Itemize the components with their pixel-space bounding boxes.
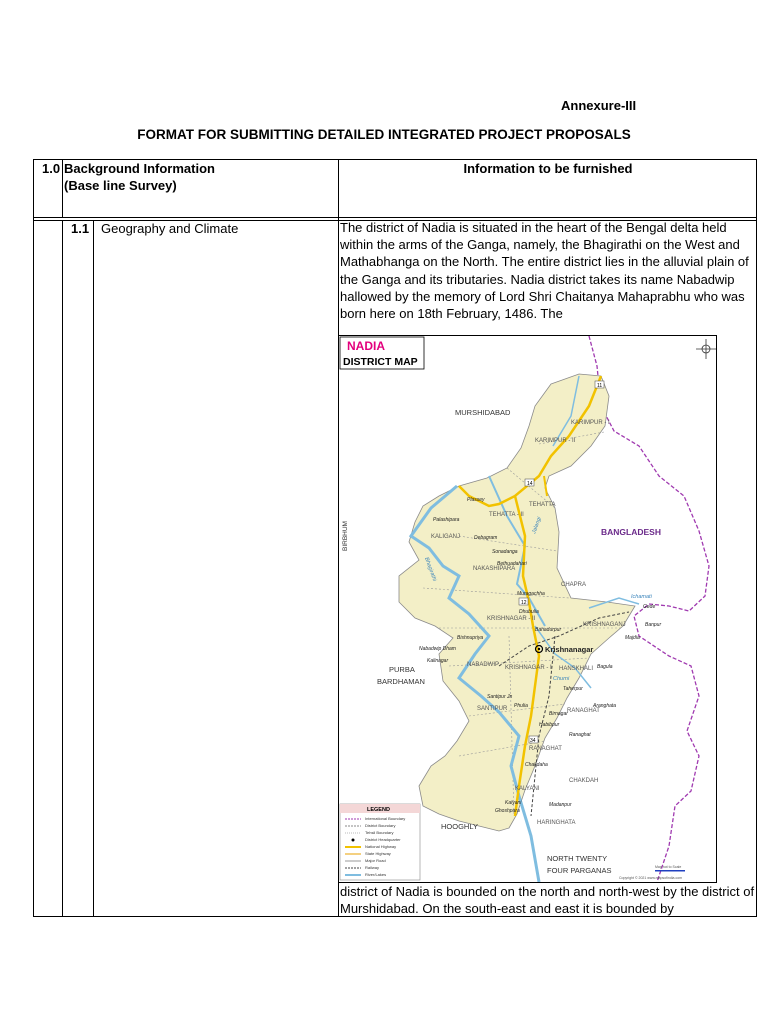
geography-paragraph-bottom: district of Nadia is bounded on the north and north-west by the district of Murshidabad. On the south-east and east it is bounded by xyxy=(340,884,755,917)
block-nabadwip: NABADWIP xyxy=(467,662,500,668)
subsection-label: Geography and Climate xyxy=(101,221,239,236)
column-divider-1b xyxy=(62,220,63,917)
town-kalyani: Kalyani xyxy=(505,800,522,806)
river-churni-label: Churni xyxy=(553,676,570,682)
town-gede: Gede xyxy=(643,604,656,610)
legend-item: Major Road xyxy=(365,858,386,863)
block-kalyani: KALYANI xyxy=(515,786,540,792)
town-ghoshpara: Ghoshpara xyxy=(495,808,520,814)
column-divider-1 xyxy=(62,159,63,217)
block-hanskhali: HANSKHALI xyxy=(559,666,594,672)
table-border-right xyxy=(756,159,757,917)
geography-paragraph-top: The district of Nadia is situated in the heart of the Bengal delta held within the arms of the Ganga, namely, the Bhagirathi on the West and Mathabhanga on the North. The entire district lies in the alluvial plain of the Ganga and its tributaries. Nadia district takes its name Nabadwip hallowed by the memory of Lord Shri Chaitanya Mahaprabhu who was born here on 18th February, 1486. The xyxy=(340,220,749,322)
nh-label-11: 11 xyxy=(597,383,603,389)
nadia-district-map xyxy=(338,335,717,883)
block-karimpur-2: KARIMPUR - II xyxy=(535,438,576,444)
legend-item: River/Lakes xyxy=(365,872,387,877)
table-border-left xyxy=(33,159,34,917)
legend-item: Tehsil Boundary xyxy=(365,830,394,835)
town-plassey: Plassey xyxy=(467,497,485,503)
region-birbhum: BIRBHUM xyxy=(342,521,349,551)
block-krishnagar-2: KRISHNAGAR - II xyxy=(487,616,536,622)
town-habibpur: Habibpur xyxy=(539,722,560,728)
block-santipur: SANTIPUR xyxy=(477,706,508,712)
legend-item: District Headquarter xyxy=(365,837,401,842)
town-bagula: Bagula xyxy=(597,664,613,670)
block-kaliganj: KALIGANJ xyxy=(431,534,461,540)
town-bishnupriya: Bishnupriya xyxy=(457,635,484,641)
legend-item: State Highway xyxy=(365,851,391,856)
town-taherpur: Taherpur xyxy=(563,686,583,692)
map-copyright: Copyright © 2021 www.mapsofindia.com xyxy=(619,876,683,880)
town-sonadanga: Sonadanga xyxy=(492,549,518,555)
river-jalangi-label: Jalangi xyxy=(531,516,543,535)
map-title-nadia: NADIA xyxy=(347,339,385,353)
nh-label-34: 34 xyxy=(530,738,536,744)
nh-label-12: 12 xyxy=(521,600,527,606)
legend-item: National Highway xyxy=(365,844,397,849)
header-row-bottom-rule xyxy=(33,217,757,218)
town-krishnanagar: Krishnanagar xyxy=(545,645,594,654)
block-tehatta-2: TEHATTA - II xyxy=(489,512,524,518)
river-bhagirathi-label: Bhagirathi xyxy=(423,556,438,582)
town-bahadurpur: Bahadurpur xyxy=(535,627,562,633)
block-karimpur-1: KARIMPUR - I xyxy=(571,420,610,426)
block-ranaghat-2: RANAGHAT xyxy=(567,708,600,714)
legend-item: International Boundary xyxy=(365,816,406,821)
region-north-24-1: NORTH TWENTY xyxy=(547,854,608,863)
block-chapra: CHAPRA xyxy=(561,582,587,588)
region-bardhaman: BARDHAMAN xyxy=(377,677,425,686)
block-krishnagar-1: KRISHNAGAR - I xyxy=(505,665,552,671)
region-purba: PURBA xyxy=(389,665,415,674)
section-label-line1: Background Information xyxy=(64,161,215,176)
map-credit: Map not to Scale xyxy=(655,865,682,869)
town-kalinagar: Kalinagar xyxy=(427,658,449,664)
map-title-district: DISTRICT MAP xyxy=(343,356,418,368)
info-column-header: Information to be furnished xyxy=(463,161,633,176)
town-chakdaha: Chakdaha xyxy=(525,762,548,768)
town-phulia: Phulia xyxy=(514,703,528,709)
town-aranghata: Aranghata xyxy=(593,703,617,709)
river-ichamati-label: Ichamati xyxy=(631,594,652,600)
legend-title: LEGEND xyxy=(367,807,390,813)
block-chakdah: CHAKDAH xyxy=(569,778,599,784)
block-nakashipara: NAKASHIPARA xyxy=(473,566,516,572)
town-majdia: Majdia xyxy=(625,635,640,641)
town-santipur-jn: Santipur Jn xyxy=(487,694,513,700)
nh-label-14: 14 xyxy=(527,481,533,487)
region-hooghly: HOOGHLY xyxy=(441,822,478,831)
town-ranaghat: Ranaghat xyxy=(569,732,591,738)
town-birnagar: Birnagar xyxy=(549,711,568,717)
town-dhubulia: Dhubulia xyxy=(519,609,539,615)
block-ranaghat-1: RANAGHAT xyxy=(529,746,562,752)
region-bangladesh: BANGLADESH xyxy=(601,527,661,537)
block-haringhata: HARINGHATA xyxy=(537,820,576,826)
legend-item: District Boundary xyxy=(365,823,396,828)
subsection-number: 1.1 xyxy=(71,221,90,236)
document-title: FORMAT FOR SUBMITTING DETAILED INTEGRATED PROJECT PROPOSALS xyxy=(137,127,631,142)
annexure-label: Annexure-III xyxy=(561,98,637,113)
town-nabadwip-dham: Nabadwip Dham xyxy=(419,646,456,652)
section-number: 1.0 xyxy=(42,161,61,176)
town-bethuadahari: Bethuadahari xyxy=(497,561,527,567)
town-madanpur: Madanpur xyxy=(549,802,572,808)
town-banpur: Banpur xyxy=(645,622,662,628)
region-north-24-2: FOUR PARGANAS xyxy=(547,866,612,875)
compass-icon xyxy=(696,339,716,359)
town-debagram: Debagram xyxy=(474,535,498,541)
column-divider-sub xyxy=(93,220,94,917)
town-palashipara: Palashipara xyxy=(433,517,460,523)
block-tehatta-1: TEHATTA xyxy=(529,502,556,508)
region-murshidabad: MURSHIDABAD xyxy=(455,408,511,417)
legend-item: Railway xyxy=(365,865,380,870)
block-krishnaganj: KRISHNAGANJ xyxy=(583,622,626,628)
district-boundary xyxy=(399,374,635,831)
section-label-line2: (Base line Survey) xyxy=(64,178,177,193)
town-muragachha: Muragachha xyxy=(517,591,545,597)
